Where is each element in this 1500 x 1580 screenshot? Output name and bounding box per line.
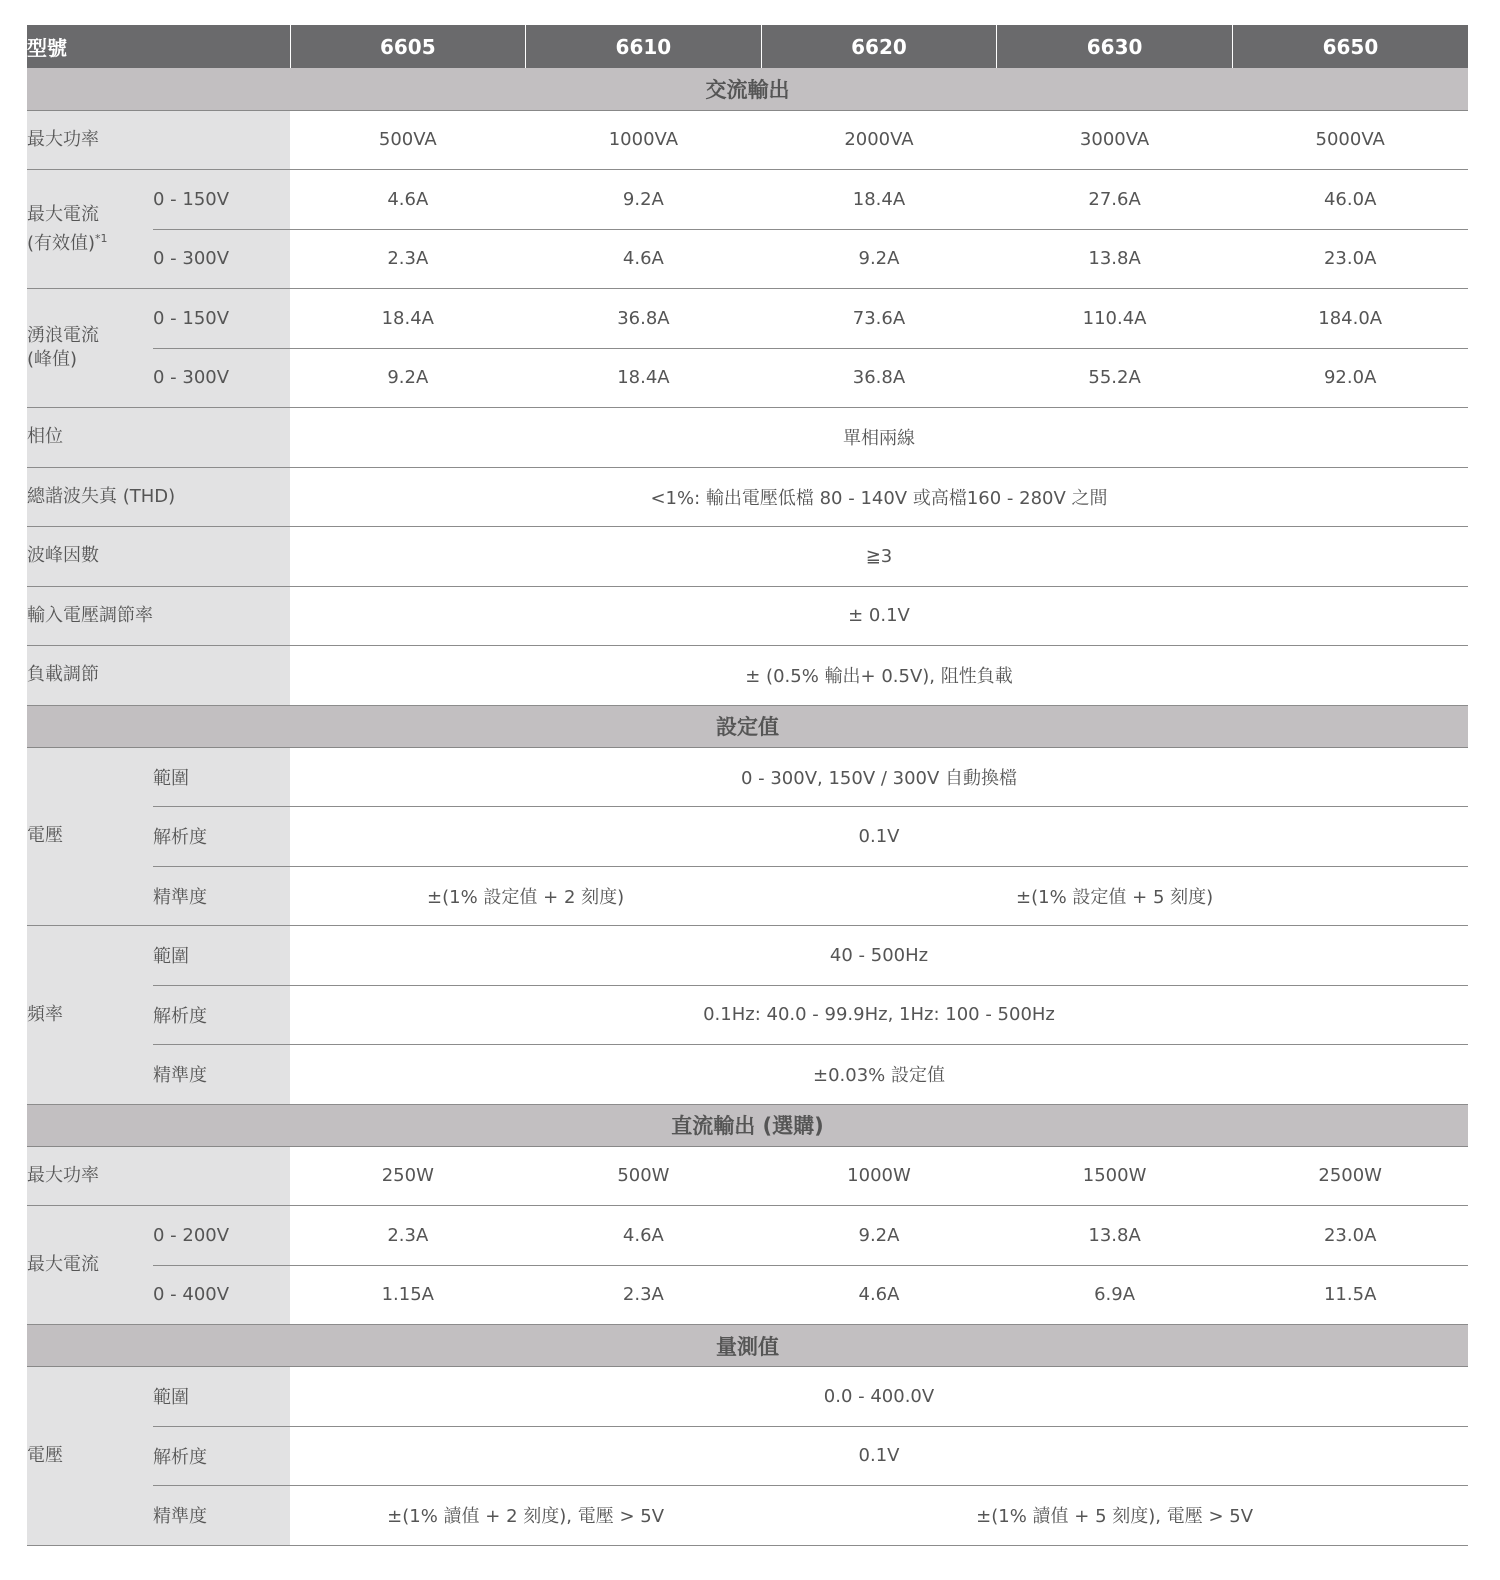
section-ac-output <box>27 68 1468 110</box>
cell-value: 0.0 - 400.0V <box>290 1367 1468 1427</box>
row-line-regulation <box>27 586 1468 646</box>
section-dc-output <box>27 1104 1468 1146</box>
row-phase <box>27 408 1468 468</box>
row-dc-max-current-1 <box>27 1206 1468 1266</box>
cell-value: 250W <box>290 1146 526 1206</box>
row-label: 最大功率 <box>27 1146 290 1206</box>
row-thd <box>27 467 1468 527</box>
cell-value: 3000VA <box>997 110 1233 170</box>
label-line-2: (峰值) <box>27 349 78 370</box>
group-label-voltage: 電壓 <box>27 747 153 926</box>
spec-table <box>27 25 1468 1546</box>
row-set-voltage-range <box>27 747 1468 807</box>
row-ac-max-current-2 <box>27 229 1468 289</box>
row-label: 輸入電壓調節率 <box>27 586 290 646</box>
cell-value: 1000VA <box>526 110 762 170</box>
cell-value: ±(1% 讀值 + 5 刻度), 電壓 > 5V <box>761 1486 1468 1546</box>
cell-value: 13.8A <box>997 229 1233 289</box>
cell-value: 11.5A <box>1232 1265 1468 1325</box>
cell-value: 36.8A <box>526 289 762 349</box>
label-line-1: 湧浪電流 <box>27 325 99 346</box>
sub-label: 解析度 <box>153 807 290 867</box>
header-row <box>27 25 1468 68</box>
cell-value: ± (0.5% 輸出+ 0.5V), 阻性負載 <box>290 646 1468 706</box>
cell-value: ≧3 <box>290 527 1468 587</box>
sub-label: 範圍 <box>153 747 290 807</box>
cell-value: 1000W <box>761 1146 997 1206</box>
sub-label: 精準度 <box>153 1486 290 1546</box>
row-dc-max-current-2 <box>27 1265 1468 1325</box>
cell-value: 2.3A <box>290 1206 526 1266</box>
cell-value: 1500W <box>997 1146 1233 1206</box>
cell-value: 18.4A <box>290 289 526 349</box>
cell-value: <1%: 輸出電壓低檔 80 - 140V 或高檔160 - 280V 之間 <box>290 467 1468 527</box>
footnote-mark: *1 <box>95 231 108 245</box>
sub-label: 0 - 200V <box>153 1206 290 1266</box>
section-title: 直流輸出 (選購) <box>27 1104 1468 1146</box>
group-label-dc-max-current: 最大電流 <box>27 1206 153 1325</box>
cell-value: 1.15A <box>290 1265 526 1325</box>
section-setting <box>27 705 1468 747</box>
group-label-max-current <box>27 170 153 289</box>
model-6610: 6610 <box>526 25 762 68</box>
group-label-frequency: 頻率 <box>27 926 153 1105</box>
cell-value: 13.8A <box>997 1206 1233 1266</box>
sub-label: 0 - 300V <box>153 229 290 289</box>
row-label: 最大功率 <box>27 110 290 170</box>
row-label: 負載調節 <box>27 646 290 706</box>
section-title: 量測值 <box>27 1325 1468 1367</box>
cell-value: 27.6A <box>997 170 1233 230</box>
row-ac-max-current-1 <box>27 170 1468 230</box>
row-label: 相位 <box>27 408 290 468</box>
sub-label: 解析度 <box>153 985 290 1045</box>
group-label-inrush <box>27 289 153 408</box>
row-load-regulation <box>27 646 1468 706</box>
cell-value: 0.1V <box>290 807 1468 867</box>
cell-value: 46.0A <box>1232 170 1468 230</box>
cell-value: 4.6A <box>526 1206 762 1266</box>
model-6650: 6650 <box>1232 25 1468 68</box>
label-line-2: (有效值) <box>27 232 96 254</box>
sub-label: 範圍 <box>153 926 290 986</box>
row-set-frequency-range <box>27 926 1468 986</box>
row-meas-voltage-range <box>27 1367 1468 1427</box>
sub-label: 0 - 150V <box>153 170 290 230</box>
cell-value: ± 0.1V <box>290 586 1468 646</box>
row-label: 總諧波失真 (THD) <box>27 467 290 527</box>
cell-value: 2.3A <box>526 1265 762 1325</box>
cell-value: 0 - 300V, 150V / 300V 自動換檔 <box>290 747 1468 807</box>
label-line-1: 最大電流 <box>27 203 99 225</box>
cell-value: 500W <box>526 1146 762 1206</box>
row-set-voltage-accuracy <box>27 866 1468 926</box>
section-title: 設定值 <box>27 705 1468 747</box>
row-crest-factor <box>27 527 1468 587</box>
sub-label: 0 - 300V <box>153 348 290 408</box>
cell-value: 6.9A <box>997 1265 1233 1325</box>
cell-value: 18.4A <box>761 170 997 230</box>
section-measurement <box>27 1325 1468 1367</box>
cell-value: 單相兩線 <box>290 408 1468 468</box>
row-meas-voltage-resolution <box>27 1426 1468 1486</box>
cell-value: ±(1% 設定值 + 5 刻度) <box>761 866 1468 926</box>
cell-value: 2.3A <box>290 229 526 289</box>
row-ac-inrush-2 <box>27 348 1468 408</box>
cell-value: 92.0A <box>1232 348 1468 408</box>
cell-value: ±0.03% 設定值 <box>290 1045 1468 1105</box>
sub-label: 範圍 <box>153 1367 290 1427</box>
row-set-frequency-accuracy <box>27 1045 1468 1105</box>
cell-value: 2000VA <box>761 110 997 170</box>
row-ac-inrush-1 <box>27 289 1468 349</box>
cell-value: 40 - 500Hz <box>290 926 1468 986</box>
row-set-voltage-resolution <box>27 807 1468 867</box>
sub-label: 解析度 <box>153 1426 290 1486</box>
section-title: 交流輸出 <box>27 68 1468 110</box>
row-meas-voltage-accuracy <box>27 1486 1468 1546</box>
cell-value: 0.1Hz: 40.0 - 99.9Hz, 1Hz: 100 - 500Hz <box>290 985 1468 1045</box>
cell-value: 9.2A <box>761 229 997 289</box>
cell-value: 9.2A <box>526 170 762 230</box>
sub-label: 精準度 <box>153 1045 290 1105</box>
cell-value: 4.6A <box>290 170 526 230</box>
cell-value: 4.6A <box>526 229 762 289</box>
cell-value: 5000VA <box>1232 110 1468 170</box>
cell-value: 9.2A <box>290 348 526 408</box>
row-ac-max-power <box>27 110 1468 170</box>
cell-value: 2500W <box>1232 1146 1468 1206</box>
model-6620: 6620 <box>761 25 997 68</box>
cell-value: 500VA <box>290 110 526 170</box>
cell-value: 9.2A <box>761 1206 997 1266</box>
cell-value: ±(1% 讀值 + 2 刻度), 電壓 > 5V <box>290 1486 761 1546</box>
cell-value: 0.1V <box>290 1426 1468 1486</box>
cell-value: 73.6A <box>761 289 997 349</box>
row-label: 波峰因數 <box>27 527 290 587</box>
model-6630: 6630 <box>997 25 1233 68</box>
cell-value: 184.0A <box>1232 289 1468 349</box>
cell-value: 36.8A <box>761 348 997 408</box>
cell-value: 110.4A <box>997 289 1233 349</box>
cell-value: 23.0A <box>1232 1206 1468 1266</box>
row-dc-max-power <box>27 1146 1468 1206</box>
cell-value: 23.0A <box>1232 229 1468 289</box>
cell-value: 18.4A <box>526 348 762 408</box>
group-label-meas-voltage: 電壓 <box>27 1367 153 1546</box>
model-label: 型號 <box>27 25 290 68</box>
model-6605: 6605 <box>290 25 526 68</box>
sub-label: 0 - 400V <box>153 1265 290 1325</box>
cell-value: 55.2A <box>997 348 1233 408</box>
cell-value: ±(1% 設定值 + 2 刻度) <box>290 866 761 926</box>
sub-label: 精準度 <box>153 866 290 926</box>
sub-label: 0 - 150V <box>153 289 290 349</box>
cell-value: 4.6A <box>761 1265 997 1325</box>
row-set-frequency-resolution <box>27 985 1468 1045</box>
